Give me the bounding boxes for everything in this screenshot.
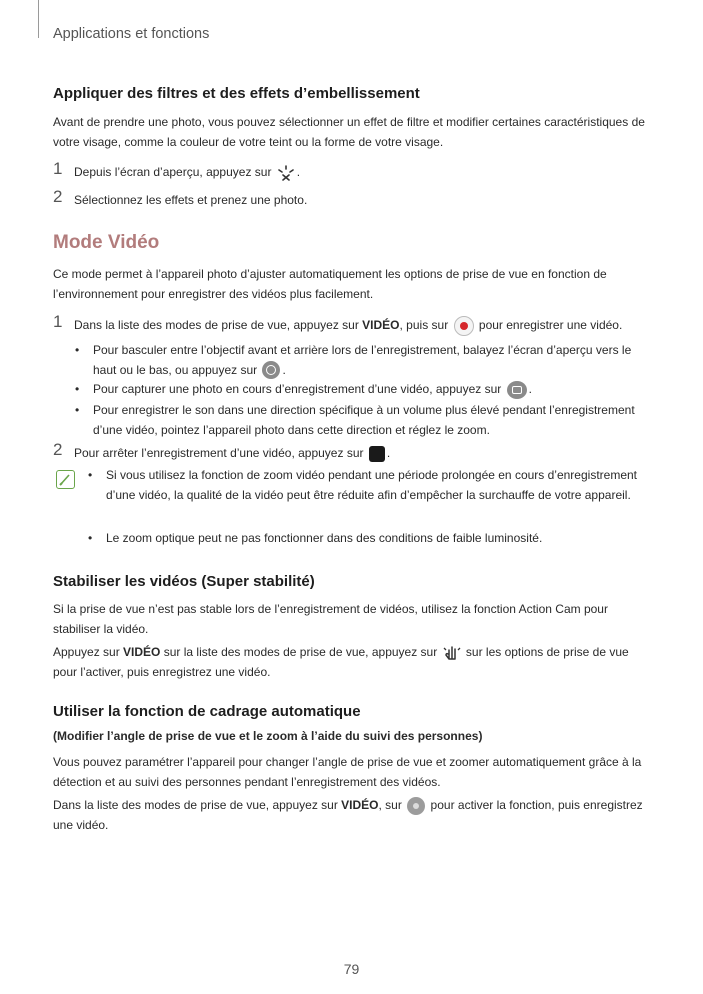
framing-subheading: (Modifier l’angle de prise de vue et le zoom à l’aide du suivi des personnes) [53, 729, 483, 743]
step-number: 1 [53, 312, 63, 331]
mode-name: VIDÉO [123, 645, 161, 659]
stabilize-heading: Stabiliser les vidéos (Super stabilité) [53, 573, 315, 590]
framing-p1: Vous pouvez paramétrer l’appareil pour changer l’angle de prise de vue et zoomer automatiquement grâce à la détection et au suivi des personnes pendant l’enregistrement des vidéos. [53, 755, 642, 789]
step-number: 1 [53, 159, 63, 178]
switch-camera-icon [262, 361, 280, 379]
sparkle-icon [277, 165, 295, 181]
video-mode-intro: Ce mode permet à l’appareil photo d’ajuster automatiquement les options de prise de vue en fonction de l’environnement pour enregistrer des vidéos plus facilement. [53, 267, 607, 301]
mode-name: VIDÉO [341, 798, 379, 812]
header-rule [38, 0, 39, 38]
note-text: Si vous utilisez la fonction de zoom vidéo pendant une période prolongée en cours d’enregistrement d’une vidéo, la qualité de la vidéo peut être réduite afin d’empêcher la surchauffe de votre appareil. [106, 468, 637, 502]
bullet-text-end: . [528, 382, 532, 396]
step-number: 2 [53, 440, 63, 459]
step-text-end: . [296, 165, 301, 179]
stabilize-p1: Si la prise de vue n’est pas stable lors de l’enregistrement de vidéos, utilisez la fonction Action Cam pour stabiliser la vidéo. [53, 602, 608, 636]
page-header: Applications et fonctions [53, 26, 210, 42]
capture-photo-icon [507, 381, 527, 399]
framing-p2: Dans la liste des modes de prise de vue, appuyez sur VIDÉO, sur pour activer la fonction, puis enregistrez une vidéo. [53, 798, 643, 832]
bullet-text-end: . [282, 362, 286, 377]
step-text: Dans la liste des modes de prise de vue, appuyez sur [74, 318, 359, 333]
bullet-text: Pour enregistrer le son dans une direction spécifique à un volume plus élevé pendant l’enregistrement d’une vidéo, pointez l’appareil photo dans cette direction et réglez le zoom. [93, 403, 635, 437]
pencil-icon [57, 471, 74, 488]
step-text-end: . [386, 446, 391, 460]
step-text: Depuis l’écran d’aperçu, appuyez sur [74, 165, 272, 179]
filters-intro: Avant de prendre une photo, vous pouvez sélectionner un effet de filtre et modifier certaines caractéristiques de votre visage, comme la couleur de votre teint ou la forme de votre visage. [53, 115, 645, 149]
mode-name: VIDÉO [362, 318, 400, 333]
bullet-text: Pour capturer une photo en cours d’enregistrement d’une vidéo, appuyez sur [93, 382, 502, 396]
step-text: , puis sur [399, 318, 449, 333]
stop-button-icon [369, 446, 385, 462]
filters-heading: Appliquer des filtres et des effets d’embellissement [53, 85, 420, 102]
step-text: Sélectionnez les effets et prenez une photo. [74, 193, 308, 207]
video-mode-heading: Mode Vidéo [53, 232, 160, 253]
framing-heading: Utiliser la fonction de cadrage automatique [53, 703, 361, 720]
step-text: Pour arrêter l’enregistrement d’une vidéo, appuyez sur [74, 446, 364, 460]
note-text: Le zoom optique peut ne pas fonctionner dans des conditions de faible luminosité. [106, 531, 543, 545]
auto-framing-icon [407, 797, 425, 815]
stabilize-p2: Appuyez sur VIDÉO sur la liste des modes de prise de vue, appuyez sur sur les options de prise de vue pour l’activer, puis enregistrez une vidéo. [53, 645, 629, 679]
step-number: 2 [53, 187, 63, 206]
bullet-text: Pour basculer entre l’objectif avant et arrière lors de l’enregistrement, balayez l’écran d’aperçu vers le haut ou le bas, ou appuyez sur [93, 343, 632, 377]
record-button-icon [454, 316, 474, 336]
note-icon [56, 470, 75, 489]
super-steady-icon [443, 644, 461, 661]
step-text: pour enregistrer une vidéo. [478, 318, 623, 333]
page-number: 79 [343, 961, 360, 977]
